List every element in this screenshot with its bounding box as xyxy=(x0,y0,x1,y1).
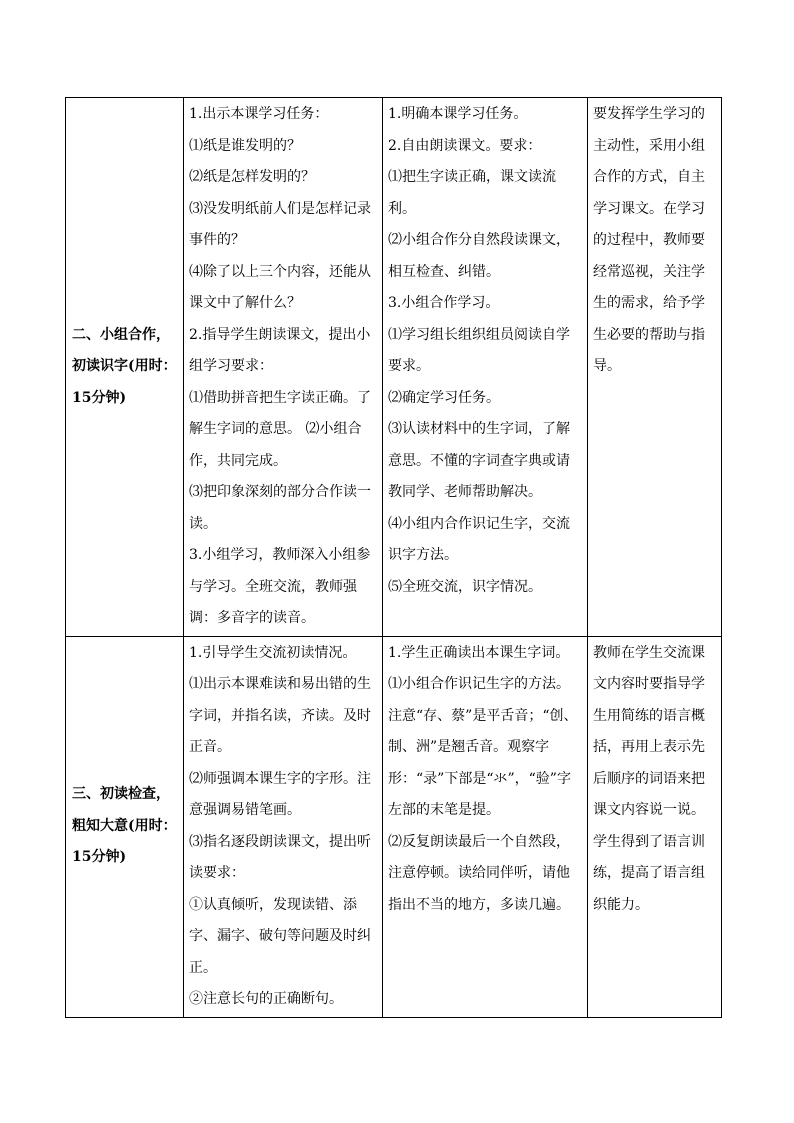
text-line: ⑸全班交流，识字情况。 xyxy=(388,578,542,595)
text-line: ⑴借助拼音把生字读正确。了解生字词的意思。 ⑵小组合作，共同完成。 xyxy=(189,389,371,469)
text-line: ②注意长句的正确断句。 xyxy=(189,991,343,1007)
text-line: ⑴小组合作识记生字的方法。注意“存、蔡”是平舌音；“创、制、洲”是翘舌音。观察字形：“录”下部是“氺”，“验”字左部的末笔是提。 xyxy=(388,676,578,818)
text-line: ⑵纸是怎样发明的？ xyxy=(189,169,315,185)
text-line: 2.自由朗读课文。要求： xyxy=(388,137,542,154)
text-line: 1.引导学生交流初读情况。 xyxy=(189,644,357,661)
design-note-cell xyxy=(588,98,722,637)
text-line: ⑴把生字读正确，课文读流利。 xyxy=(388,169,556,217)
text-line: ⑵反复朗读最后一个自然段，注意停顿。读给同伴听，请他指出不当的地方，多读几遍。 xyxy=(388,833,570,913)
text-line: 3.小组学习，教师深入小组参与学习。全班交流，教师强调：多音字的读音。 xyxy=(189,547,371,626)
text-line: ⑷除了以上三个内容，还能从课文中了解什么？ xyxy=(189,263,371,311)
text-line: ⑶认读材料中的生字词，了解意思。不懂的字词查字典或请教同学、老师帮助解决。 xyxy=(388,421,570,500)
text-line: 1.明确本课学习任务。 xyxy=(388,106,528,122)
teacher-activity-cell xyxy=(184,636,383,1017)
teacher-activity-cell xyxy=(184,98,383,637)
text-line: 2.指导学生朗读课文，提出小组学习要求： xyxy=(189,326,371,374)
table-row xyxy=(66,636,722,1017)
text-line: ⑴纸是谁发明的？ xyxy=(189,137,301,154)
text-line: ⑶指名逐段朗读课文，提出听读要求： xyxy=(189,833,371,881)
text-line: ⑴出示本课难读和易出错的生字词，并指名读，齐读。及时正音。 xyxy=(189,676,371,755)
text-line: ⑶把印象深刻的部分合作读一读。 xyxy=(189,484,371,532)
stage-cell: 二、小组合作，初读识字(用时：15分钟) xyxy=(66,98,184,637)
text-line: ⑶没发明纸前人们是怎样记录事件的？ xyxy=(189,200,371,248)
text-line: ⑵确定学习任务。 xyxy=(388,389,500,406)
text-line: 要发挥学生学习的主动性，采用小组合作的方式，自主学习课文。在学习的过程中，教师要经常巡视，关注学生的需求，给予学生必要的帮助与指导。 xyxy=(593,106,705,374)
design-note-cell xyxy=(588,636,722,1017)
text-line: 1.学生正确读出本课生字词。 xyxy=(388,644,570,661)
text-line: 1.出示本课学习任务： xyxy=(189,106,329,122)
student-activity-cell xyxy=(383,98,588,637)
text-line: 3.小组合作学习。 xyxy=(388,295,500,311)
stage-cell: 三、初读检查，粗知大意(用时：15分钟) xyxy=(66,636,184,1017)
lesson-plan-table xyxy=(65,97,722,1018)
text-line: ①认真倾听，发现读错、添字、漏字、破句等问题及时纠正。 xyxy=(189,896,371,976)
table-row xyxy=(66,98,722,637)
text-line: ⑴学习组长组织组员阅读自学要求。 xyxy=(388,326,570,374)
student-activity-cell xyxy=(383,636,588,1017)
text-line: 教师在学生交流课文内容时要指导学生用简练的语言概括，再用上表示先后顺序的词语来把课文内容说一说。学生得到了语言训练，提高了语言组织能力。 xyxy=(593,644,705,913)
text-line: ⑵小组合作分自然段读课文，相互检查、纠错。 xyxy=(388,232,570,280)
text-line: ⑷小组内合作识记生字，交流识字方法。 xyxy=(388,515,570,563)
text-line: ⑵师强调本课生字的字形。注意强调易错笔画。 xyxy=(189,770,371,818)
